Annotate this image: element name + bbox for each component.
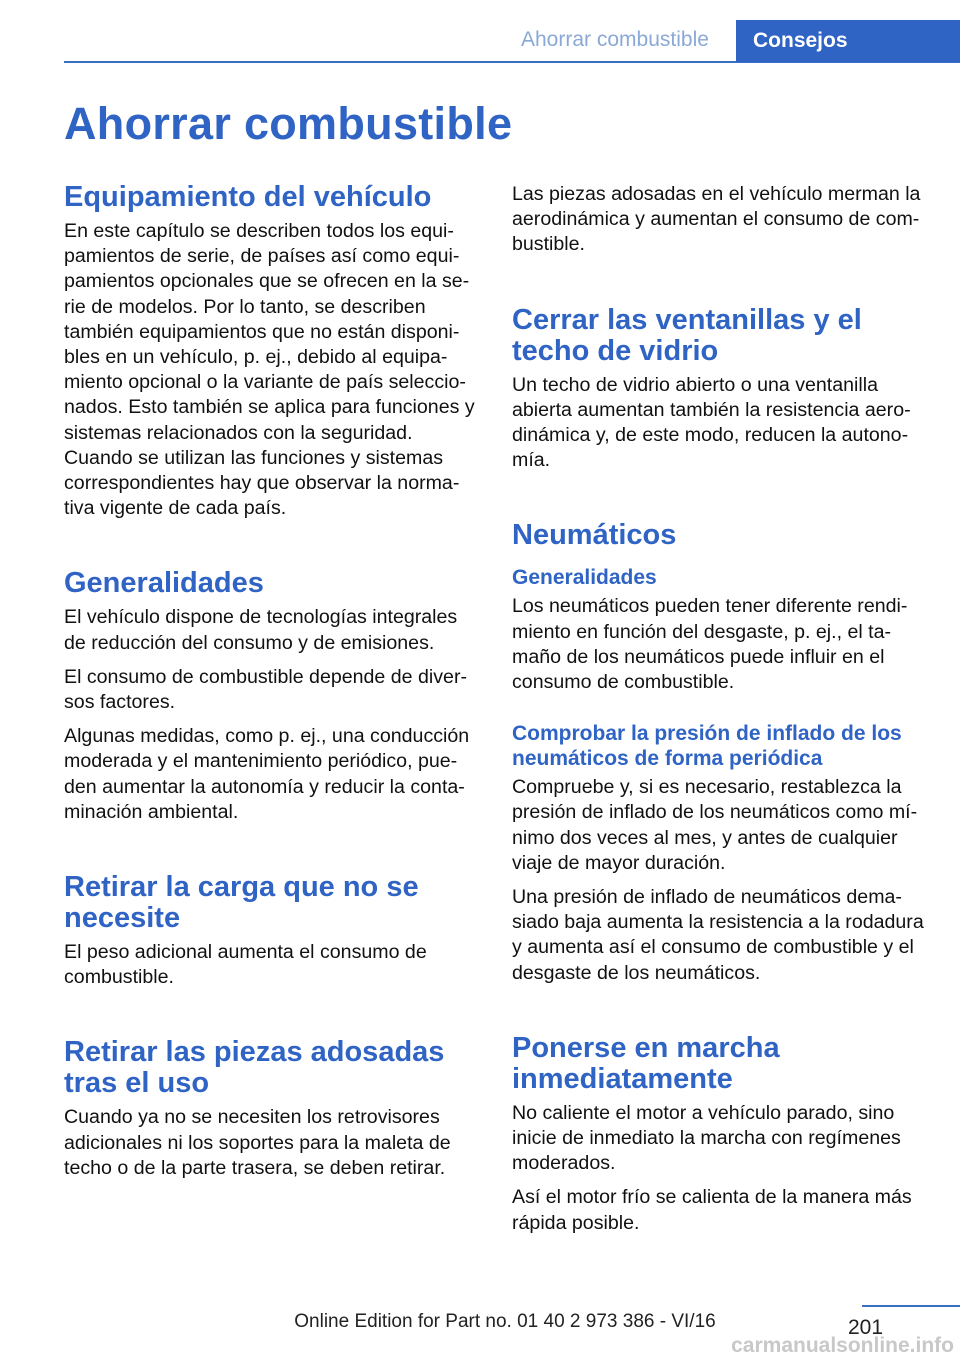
heading-neumaticos: Neumáticos [512,519,677,552]
carga-text: El peso adicional aumenta el consumo de combustible. [64,941,427,989]
presion-p2: Una presión de inflado de neumáticos dema-siado baja aumenta la resistencia a la rodadura y aumenta así el consumo de combustible y el desgaste de los neumáticos. [512,886,924,984]
heading-carga: Retirar la carga que no se necesite [64,871,419,935]
footer-edition: Online Edition for Part no. 01 40 2 973 386 - VI/16 [294,1311,716,1332]
piezas-continued-text: Las piezas adosadas en el vehículo merman la aerodinámica y aumentan el consumo de com-bustible. [512,183,921,256]
heading-ventanillas: Cerrar las ventanillas y el techo de vidrio [512,303,862,367]
heading-equipamiento: Equipamiento del vehículo [64,181,432,213]
ventanillas-text: Un techo de vidrio abierto o una ventanilla abierta aumentan también la resistencia aero-dinámica y, de este modo, reducen la autono-mía. [512,373,911,472]
page-number-rule [862,1305,960,1307]
neumaticos-generalidades-text: Los neumáticos pueden tener diferente rendi-miento en función del desgaste, p. ej., el ta-maño de los neumáticos puede influir en el consumo de combustible. [512,595,908,694]
heading-marcha: Ponerse en marcha inmediatamente [512,1031,780,1095]
generalidades-p3: Algunas medidas, como p. ej., una conducción moderada y el mantenimiento periódico, pue-den aumentar la autonomía y reducir la conta-minación ambiental. [64,725,470,823]
header-chapter-tab[interactable] [736,20,960,62]
page-number: 201 [848,1316,884,1339]
piezas-text: Cuando ya no se necesiten los retrovisores adicionales ni los soportes para la maleta de techo o de la parte trasera, se deben retirar. [64,1106,451,1179]
header-chapter-label: Consejos [753,29,848,52]
presion-p1: Compruebe y, si es necesario, restablezca la presión de inflado de los neumáticos como mí-nimo dos veces al mes, y antes de cualquier viaje de mayor duración. [512,776,918,874]
marcha-p2: Así el motor frío se calienta de la manera más rápida posible. [512,1186,912,1234]
heading-piezas: Retirar las piezas adosadas tras el uso [64,1036,445,1100]
page-title: Ahorrar combustible [64,98,513,149]
subheading-presion: Comprobar la presión de inflado de los neumáticos de forma periódica [512,722,902,771]
marcha-p1: No caliente el motor a vehículo parado, sino inicie de inmediato la marcha con regímenes moderados. [512,1101,901,1175]
generalidades-p1: El vehículo dispone de tecnologías integrales de reducción del consumo y de emisiones. [64,606,458,654]
right-column [512,182,930,1245]
generalidades-p2: El consumo de combustible depende de diver-sos factores. [64,665,468,714]
watermark: carmanualsonline.info [731,1334,954,1357]
heading-generalidades: Generalidades [64,567,264,600]
equipamiento-text: En este capítulo se describen todos los equi-pamientos de serie, de países así como equi-pamientos opcionales que se ofrecen en la se-rie de modelos. Por lo tanto, se describen también equipamientos que no están disponi-bles en un vehículo, p. ej., debido al equipa-miento opcional o la variante de país seleccio-nados. Esto también se aplica para funciones y sistemas relacionados con la seguridad. Cuando se utilizan las funciones y sistemas correspondientes hay que observar la norma-tiva vigente de cada país. [64,220,475,520]
subheading-neumaticos-generalidades: Generalidades [512,566,657,590]
left-column [64,182,482,1190]
header-section-title: Ahorrar combustible [521,28,709,51]
